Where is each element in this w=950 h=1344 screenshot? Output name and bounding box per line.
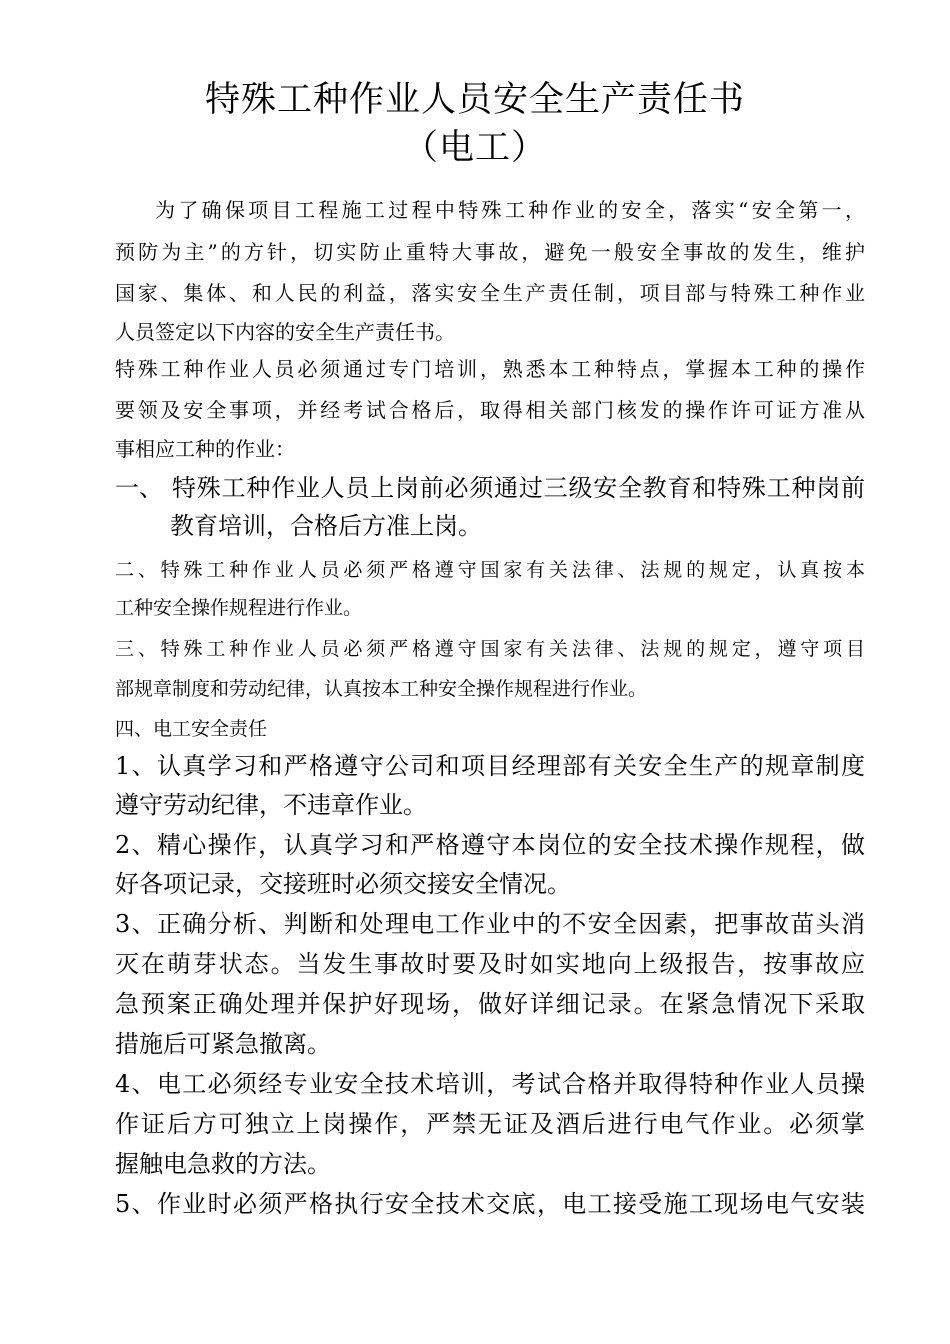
duty-line: 握触电急救的方法。 <box>115 1150 331 1178</box>
duty-line: 作证后方可独立上岗操作，严禁无证及酒后进行电气作业。必须掌 <box>115 1110 865 1138</box>
item-line: 教育培训，合格后方准上岗。 <box>170 512 482 540</box>
duty-line: 遵守劳动纪律，不违章作业。 <box>115 791 427 819</box>
duty-line: 措施后可紧急撤离。 <box>115 1030 331 1058</box>
intro-line: 预防为主”的方针，切实防止重特大事故，避免一般安全事故的发生，维护 <box>115 240 865 264</box>
item-line: 二、特殊工种作业人员必须严格遵守国家有关法律、法规的规定，认真按本 <box>115 559 865 581</box>
intro-line: 为了确保项目工程施工过程中特殊工种作业的安全，落实“安全第一， <box>155 198 865 222</box>
duty-line: 急预案正确处理并保护好现场，做好详细记录。在紧急情况下采取 <box>115 990 865 1018</box>
item-line: 三、特殊工种作业人员必须严格遵守国家有关法律、法规的规定，遵守项目 <box>115 638 865 660</box>
document-title: 特殊工种作业人员安全生产责任书 <box>204 80 745 120</box>
requirement-line: 要领及安全事项，并经考试合格后，取得相关部门核发的操作许可证方准从 <box>115 398 865 422</box>
section-heading: 四、电工安全责任 <box>115 718 268 740</box>
duty-line: 灭在萌芽状态。当发生事故时要及时如实地向上级报告，按事故应 <box>115 950 865 978</box>
item-line: 工种安全操作规程进行作业。 <box>115 597 363 619</box>
duty-line: 4、电工必须经专业安全技术培训，考试合格并取得特种作业人员操 <box>115 1070 865 1098</box>
item-number: 一、 <box>115 474 163 502</box>
duty-line: 3、正确分析、判断和处理电工作业中的不安全因素，把事故苗头消 <box>115 910 865 938</box>
item-line: 部规章制度和劳动纪律，认真按本工种安全操作规程进行作业。 <box>115 678 648 700</box>
requirement-line: 特殊工种作业人员必须通过专门培训，熟悉本工种特点，掌握本工种的操作 <box>115 357 865 381</box>
intro-line: 国家、集体、和人民的利益，落实安全生产责任制，项目部与特殊工种作业 <box>115 281 865 305</box>
document-subtitle: （电工） <box>402 128 547 168</box>
duty-line: 2、精心操作，认真学习和严格遵守本岗位的安全技术操作规程，做 <box>115 831 865 859</box>
item-line: 特殊工种作业人员上岗前必须通过三级安全教育和特殊工种岗前 <box>172 474 865 502</box>
requirement-line: 事相应工种的作业： <box>115 437 295 461</box>
duty-line: 5、作业时必须严格执行安全技术交底，电工接受施工现场电气安装 <box>115 1190 865 1218</box>
duty-line: 好各项记录，交接班时必须交接安全情况。 <box>115 870 571 898</box>
intro-line: 人员签定以下内容的安全生产责任书。 <box>115 320 455 344</box>
duty-line: 1、认真学习和严格遵守公司和项目经理部有关安全生产的规章制度 <box>115 752 865 780</box>
